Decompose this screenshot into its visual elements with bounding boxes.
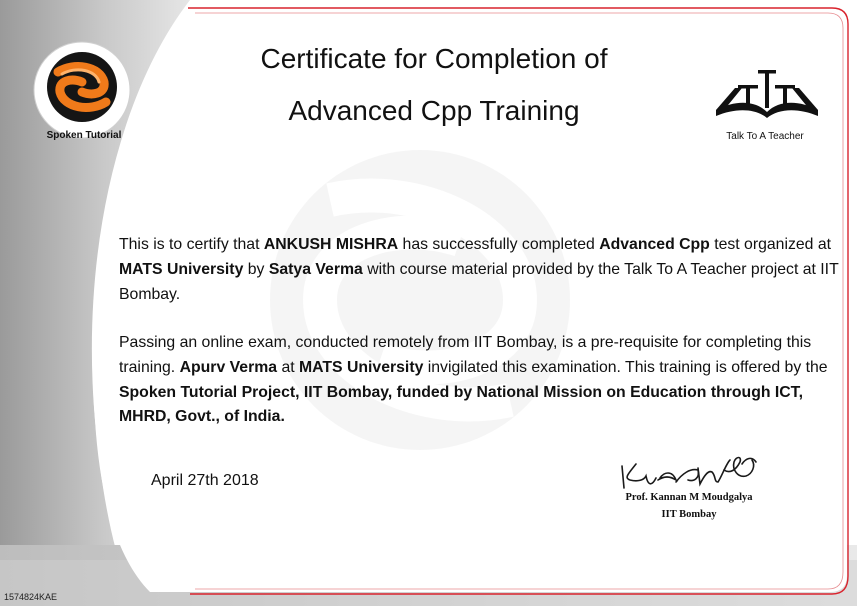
p2-institute-name: MATS University — [299, 358, 424, 376]
certificate-code: 1574824KAE — [4, 592, 58, 602]
spoken-tutorial-logo — [34, 42, 130, 138]
certificate-date: April 27th 2018 — [151, 472, 259, 489]
p1-text-2: has successfully completed — [398, 236, 600, 253]
signatory-org: IIT Bombay — [661, 509, 717, 520]
p2-text-1: Passing an online exam, conducted remotely from IIT Bombay, is a pre-requisite for completing this training. — [119, 334, 812, 376]
certification-paragraph — [119, 233, 849, 307]
p1-text-5: with course material provided by the Talk To A Teacher project at IIT Bombay. — [119, 260, 839, 303]
p1-text-3: test organized at — [709, 236, 831, 253]
exam-paragraph — [119, 331, 849, 430]
certificate-title-line1: Certificate for Completion of — [260, 43, 608, 74]
participant-name: ANKUSH MISHRA — [263, 236, 399, 253]
p2-text-2: at — [277, 358, 300, 376]
spoken-tutorial-label: Spoken Tutorial — [46, 130, 122, 141]
course-name: Advanced Cpp — [599, 236, 710, 253]
p1-text-1: This is to certify that — [119, 236, 264, 253]
p2-text-3: invigilated this examination. This training is offered by the — [423, 358, 828, 376]
signatory-name: Prof. Kannan M Moudgalya — [625, 492, 753, 503]
institute-name: MATS University — [119, 260, 244, 278]
talk-to-a-teacher-label: Talk To A Teacher — [726, 131, 804, 142]
funding-statement: Spoken Tutorial Project, IIT Bombay, funded by National Mission on Education through ICT, MHRD, Govt., of India. — [119, 383, 803, 426]
certificate-title-line2: Advanced Cpp Training — [288, 95, 580, 126]
p1-text-4: by — [243, 260, 269, 278]
organizer-name: Satya Verma — [268, 260, 363, 278]
invigilator-name: Apurv Verma — [179, 358, 278, 376]
